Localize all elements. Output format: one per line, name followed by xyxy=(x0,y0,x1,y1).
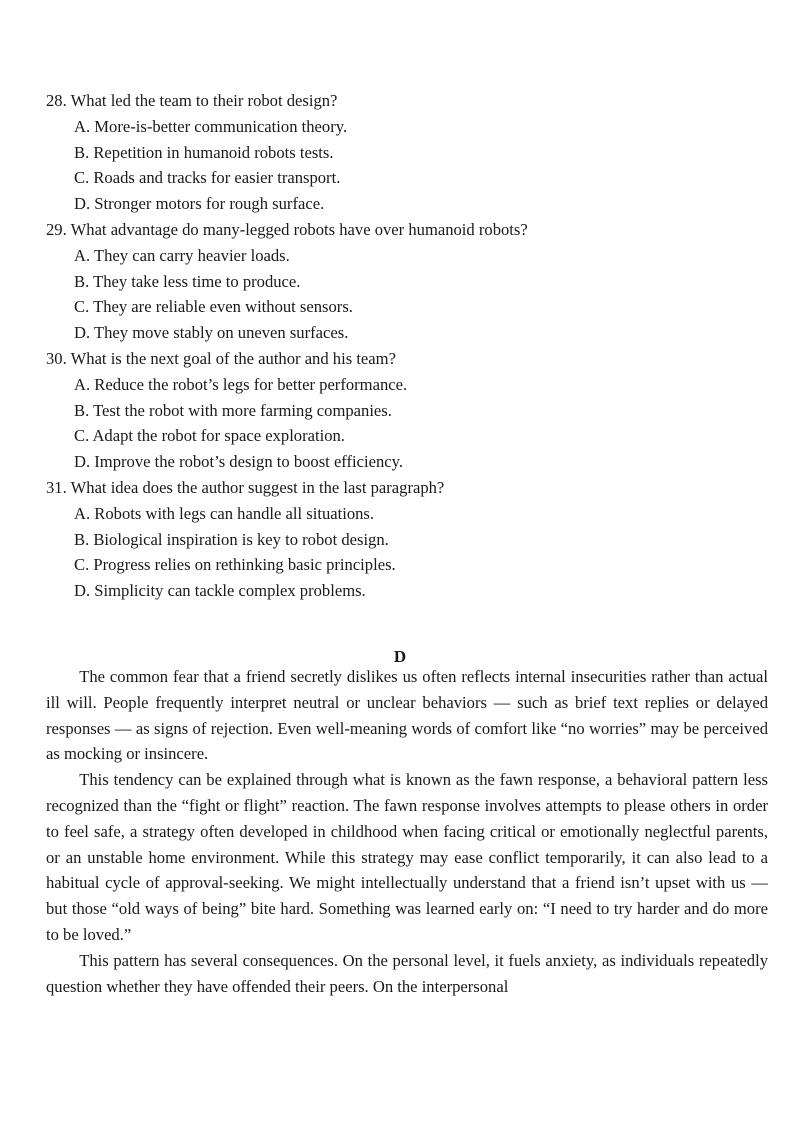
question-text: What is the next goal of the author and his team? xyxy=(70,348,396,368)
option-b: B. Biological inspiration is key to robot design. xyxy=(74,529,389,549)
question-number: 31. xyxy=(46,477,67,497)
question-list xyxy=(46,88,766,604)
reading-passage xyxy=(46,664,768,999)
question-stem xyxy=(46,217,766,243)
option-a: A. Reduce the robot’s legs for better performance. xyxy=(74,374,408,394)
option-d: D. Improve the robot’s design to boost efficiency. xyxy=(74,452,404,472)
question-30 xyxy=(46,346,766,475)
option-c: C. They are reliable even without sensors. xyxy=(74,297,353,317)
option-d: D. Stronger motors for rough surface. xyxy=(74,194,325,214)
option-c: C. Roads and tracks for easier transport. xyxy=(74,168,341,188)
question-stem xyxy=(46,475,766,501)
option-d: D. They move stably on uneven surfaces. xyxy=(74,323,349,343)
question-text: What advantage do many-legged robots have over humanoid robots? xyxy=(70,219,528,239)
question-29 xyxy=(46,217,766,346)
option-b: B. Test the robot with more farming companies. xyxy=(74,400,392,420)
option-b: B. They take less time to produce. xyxy=(74,271,301,291)
section-title: D xyxy=(393,647,407,666)
option-d: D. Simplicity can tackle complex problems. xyxy=(74,581,366,601)
passage-paragraph-2: This tendency can be explained through what is known as the fawn response, a behavioral pattern less recognized than the “fight or flight” reaction. The fawn response involves attempts to please others in order to feel safe, a strategy often developed in childhood when facing critical or emotionally neglectful parents, or an unstable home environment. While this strategy may ease conflict temporarily, it can also lead to a habitual cycle of approval-seeking. We might intellectually understand that a friend isn’t upset with us — but those “old ways of being” bite hard. Something was learned early on: “I need to try harder and do more to be loved.” xyxy=(46,770,768,944)
option-c: C. Progress relies on rethinking basic principles. xyxy=(74,555,396,575)
passage-paragraph-1: The common fear that a friend secretly dislikes us often reflects internal insecurities rather than actual ill will. People frequently interpret neutral or unclear behaviors — such as brief text replies or delayed responses — as signs of rejection. Even well-meaning words of comfort like “no worries” may be perceived as mocking or insincere. xyxy=(46,667,768,764)
option-a: A. More-is-better communication theory. xyxy=(74,116,348,136)
passage-paragraph-3: This pattern has several consequences. On the personal level, it fuels anxiety, as individuals repeatedly question whether they have offended their peers. On the interpersonal xyxy=(46,950,768,996)
question-text: What idea does the author suggest in the last paragraph? xyxy=(70,477,445,497)
question-28 xyxy=(46,88,766,217)
question-number: 28. xyxy=(46,91,67,110)
option-a: A. Robots with legs can handle all situations. xyxy=(74,503,375,523)
question-number: 30. xyxy=(46,348,67,368)
question-31 xyxy=(46,475,766,604)
option-a: A. They can carry heavier loads. xyxy=(74,245,290,265)
question-number: 29. xyxy=(46,219,67,239)
option-b: B. Repetition in humanoid robots tests. xyxy=(74,142,334,162)
question-stem xyxy=(46,88,766,114)
option-c: C. Adapt the robot for space exploration. xyxy=(74,426,345,446)
question-stem xyxy=(46,346,766,372)
question-text: What led the team to their robot design? xyxy=(70,91,338,110)
